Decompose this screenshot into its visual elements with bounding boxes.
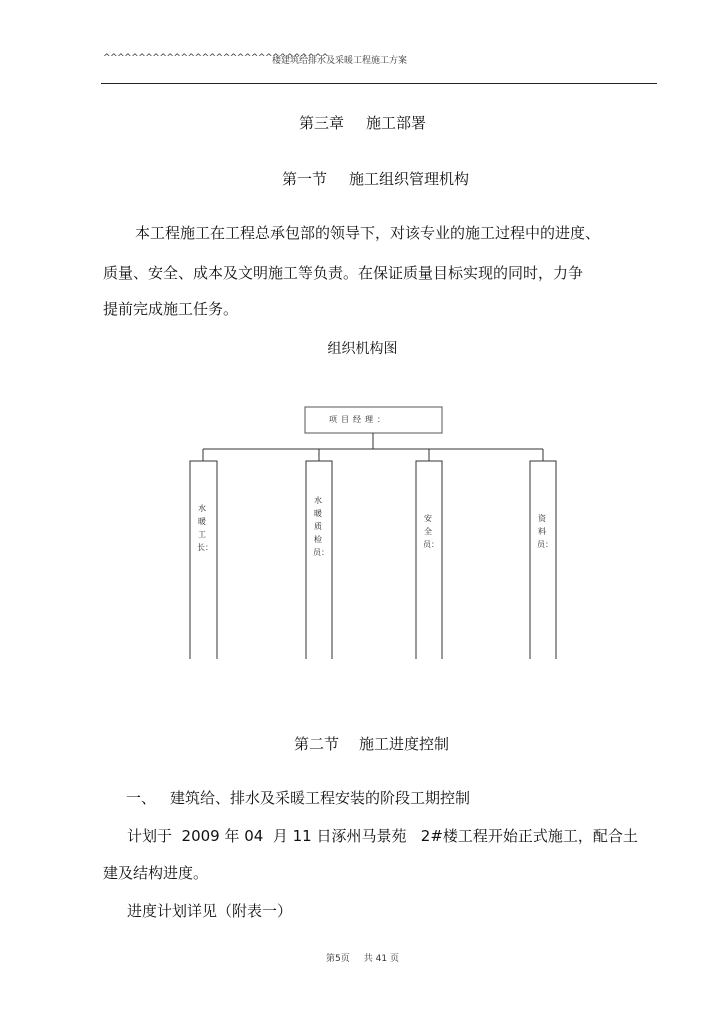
page-footer	[0, 951, 725, 964]
page-total: 共 41 页	[363, 954, 399, 964]
page-number: 第5页	[326, 954, 350, 964]
chapter-title: 施工部署	[366, 114, 427, 132]
header-title: 楼建筑给排水及采暖工程施工方案	[272, 56, 408, 66]
paragraph-line: 提前完成施工任务。	[103, 300, 239, 318]
section2-title: 施工进度控制	[359, 735, 450, 753]
list-item-number: 一、	[126, 789, 157, 807]
section1-number: 第一节	[282, 170, 328, 188]
section2-number: 第二节	[294, 735, 340, 753]
org-child-label: 安全员：	[423, 514, 439, 549]
org-child-box	[530, 461, 556, 659]
paragraph-line: 进度计划详见（附表一）	[127, 902, 293, 920]
paragraph-line: 质量、安全、成本及文明施工等负责。在保证质量目标实现的同时，力争	[103, 264, 584, 282]
org-child-label: 水暖质检员：	[313, 496, 329, 557]
org-child-box	[190, 461, 217, 659]
paragraph-line: 建及结构进度。	[103, 864, 209, 882]
list-item	[126, 787, 470, 808]
org-child-box	[416, 461, 442, 659]
section1-title: 施工组织管理机构	[349, 170, 470, 188]
section2-heading	[294, 733, 449, 754]
org-chart-title: 组织机构图	[327, 341, 398, 357]
paragraph-line: 本工程施工在工程总承包部的领导下，对该专业的施工过程中的进度、	[135, 224, 601, 242]
chapter-number: 第三章	[298, 114, 344, 132]
org-child-label: 水暖工长：	[197, 504, 213, 552]
org-root-label: 项目经理：	[329, 415, 389, 424]
list-item-title: 建筑给、排水及采暖工程安装的阶段工期控制	[170, 789, 471, 807]
header-decoration: ^^^^^^^^^^^^^^^^^^^^^^^^^^^^^^^^	[103, 53, 329, 63]
org-child-box	[306, 461, 332, 659]
paragraph-line: 计划于 2009 年 04 月 11 日涿州马景苑 2#楼工程开始正式施工，配合土	[127, 827, 638, 845]
org-child-label: 资料员：	[537, 514, 553, 549]
